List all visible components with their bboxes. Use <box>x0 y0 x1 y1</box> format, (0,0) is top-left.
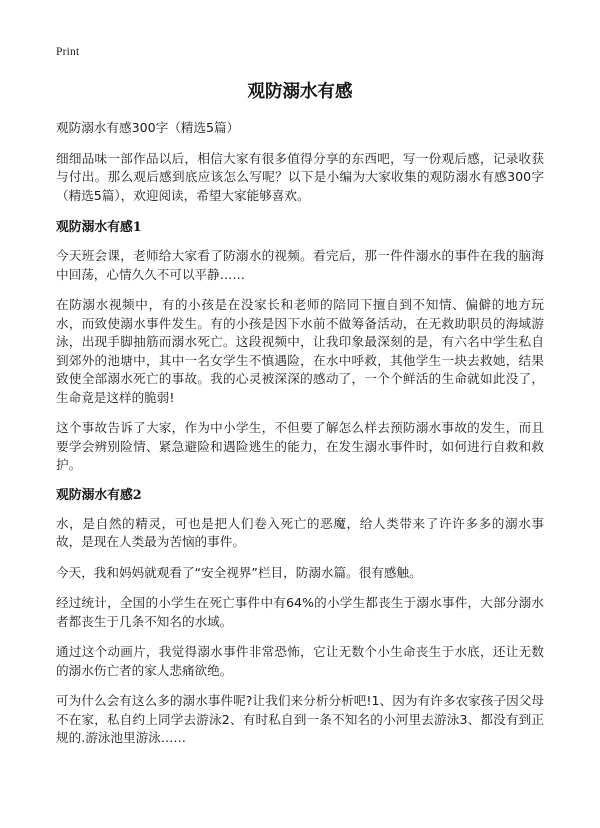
section-1-paragraph-2: 在防溺水视频中，有的小孩是在没家长和老师的陪同下擅自到不知情、偏僻的地方玩水，而致使溺水事件发生。有的小孩是因下水前不做筹备活动，在无救助职员的海域游泳，出现手脚抽筋而溺水死亡。这段视频中，让我印象最深刻的是，有六名中学生私自到郊外的池塘中，其中一名女学生不慎遇险，在水中呼救，其他学生一块去救她，结果致使全部溺水死亡的事故。我的心灵被深深的感动了，一个个鲜活的生命就如此没了，生命竟是这样的脆弱! <box>56 297 544 405</box>
section-1-paragraph-3: 这个事故告诉了大家，作为中小学生，不但要了解怎么样去预防溺水事故的发生，而且要学会辨别险情、紧急避险和遇险逃生的能力，在发生溺水事件时，如何进行自救和救护。 <box>56 420 544 472</box>
article-subtitle: 观防溺水有感300字（精选5篇） <box>56 120 240 135</box>
section-2-paragraph-5: 可为什么会有这么多的溺水事件呢?让我们来分析分析吧!1、因为有许多农家孩子因父母不在家，私自约上同学去游泳2、有时私自到一条不知名的小河里去游泳3、都没有到正规的.游泳池里游泳…… <box>56 693 544 745</box>
section-2-paragraph-1: 水，是自然的精灵，可也是把人们卷入死亡的恶魔，给人类带来了许许多多的溺水事故，是现在人类最为苦恼的事件。 <box>56 515 544 549</box>
page-title: 观防溺水有感 <box>247 82 353 102</box>
section-1-paragraph-1: 今天班会课，老师给大家看了防溺水的视频。看完后，那一件件溺水的事件在我的脑海中回荡，心情久久不可以平静…… <box>56 248 544 282</box>
section-heading-2: 观防溺水有感2 <box>56 487 142 503</box>
article-body <box>56 119 544 760</box>
intro-paragraph: 细细品味一部作品以后，相信大家有很多值得分享的东西吧，写一份观后感，记录收获与付出。那么观后感到底应该怎么写呢？以下是小编为大家收集的观防溺水有感300字（精选5篇），欢迎阅读，希望大家能够喜欢。 <box>56 150 544 203</box>
section-2-paragraph-3: 经过统计，全国的小学生在死亡事件中有64%的小学生都丧生于溺水事件，大部分溺水者都丧生于几条不知名的水域。 <box>56 595 544 629</box>
section-2-paragraph-2: 今天，我和妈妈就观看了“安全视界”栏目，防溺水篇。很有感触。 <box>56 564 422 580</box>
section-heading-1: 观防溺水有感1 <box>56 220 142 235</box>
section-2-paragraph-4: 通过这个动画片，我觉得溺水事件非常恐怖，它让无数个小生命丧生于水底，还让无数的溺水伤亡者的家人悲痛欲绝。 <box>56 644 544 678</box>
print-link[interactable]: Print <box>56 46 80 58</box>
